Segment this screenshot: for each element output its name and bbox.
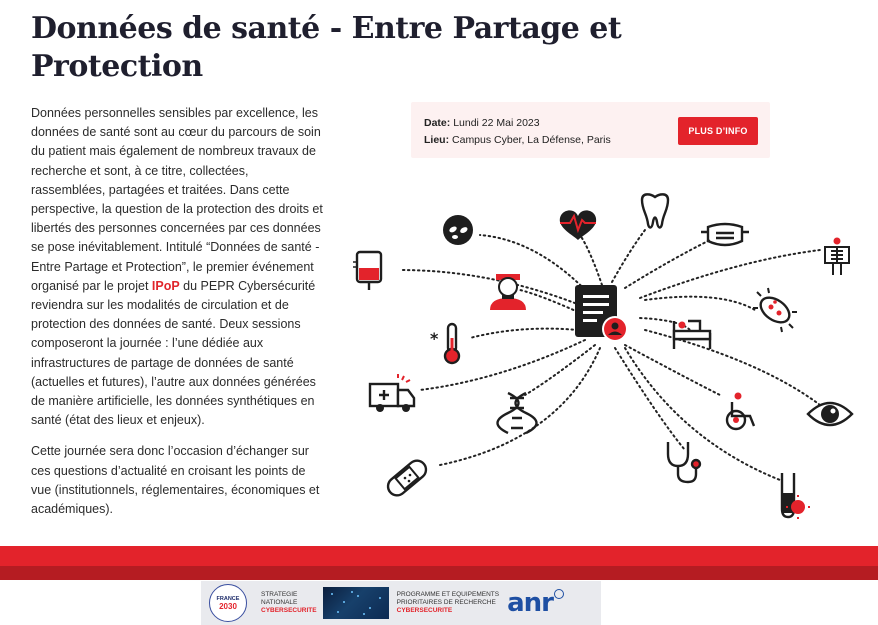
france-2030-logo: FRANCE 2030 [209, 584, 247, 622]
bacteria-icon [443, 215, 473, 245]
footer-band-dark [0, 566, 878, 580]
page-title: Données de santé - Entre Partage et Protection [31, 11, 622, 84]
heart-rate-icon [560, 210, 596, 240]
description-text: du PEPR Cybersécurité reviendra sur les modalités de circulation et de protection des données de santé. Deux sessions composeront la journée : l’une dédiée aux infrastructures de partage de données de santé (actuelles et futures), l’autre aux données générées de manière artificielle, les données synthétiques en santé (état des lieux et enjeux). [31, 278, 316, 428]
thermometer-icon [430, 324, 459, 363]
hospital-bed-icon [674, 321, 710, 349]
anr-logo: anr [507, 588, 553, 618]
mask-icon [701, 224, 749, 245]
nurse-icon [490, 274, 526, 310]
description-paragraph-1 [31, 104, 323, 430]
test-tube-icon [782, 473, 810, 519]
anr-logo-ring [554, 589, 564, 599]
partner-logos-banner [201, 581, 601, 625]
description-paragraph-2: Cette journée sera donc l’occasion d’échanger sur ces questions d’actualité en croisant les points de vue (institutionnels, réglementaires, économiques et académiques). [31, 444, 320, 517]
ambulance-icon [370, 374, 414, 412]
wheelchair-icon [727, 393, 754, 430]
event-place: Lieu: Campus Cyber, La Défense, Paris [424, 134, 611, 146]
circuit-board-image [323, 587, 389, 619]
blood-bag-icon [353, 252, 381, 290]
program-label: PROGRAMME ET EQUIPEMENTS PRIORITAIRES DE RECHERCHE CYBERSECURITE [396, 591, 500, 614]
ipop-link[interactable]: IPoP [151, 278, 180, 293]
health-data-illustration [340, 180, 878, 530]
footer-band-red [0, 546, 878, 566]
eye-icon [808, 403, 852, 425]
description-text: Données personnelles sensibles par excellence, les données de santé sont au cœur du parcours de soin du patient mais également de nombreux travaux de recherche et sont, à ce titre, collectées, rassemblées, partagées et traitées. Dans cette perspective, la question de la protection des droits et libertés des personnes concernées par ces données se pose inévitablement. Intitulé “Données de santé - Entre Partage et Protection”, le premier événement organisé par le projet [31, 106, 323, 293]
tooth-icon [642, 194, 668, 227]
medical-record-icon [575, 285, 628, 342]
svg-text:*: * [430, 329, 439, 348]
description [31, 104, 323, 531]
event-info-box [411, 102, 770, 158]
dna-icon [498, 393, 537, 433]
strategy-label: STRATEGIE NATIONALE CYBERSECURITE [261, 591, 317, 614]
virus-icon [753, 288, 797, 332]
more-info-button[interactable]: PLUS D’INFO [678, 117, 758, 145]
bandage-icon [384, 457, 429, 499]
event-date: Date: Lundi 22 Mai 2023 [424, 117, 540, 129]
xray-icon [825, 238, 849, 276]
